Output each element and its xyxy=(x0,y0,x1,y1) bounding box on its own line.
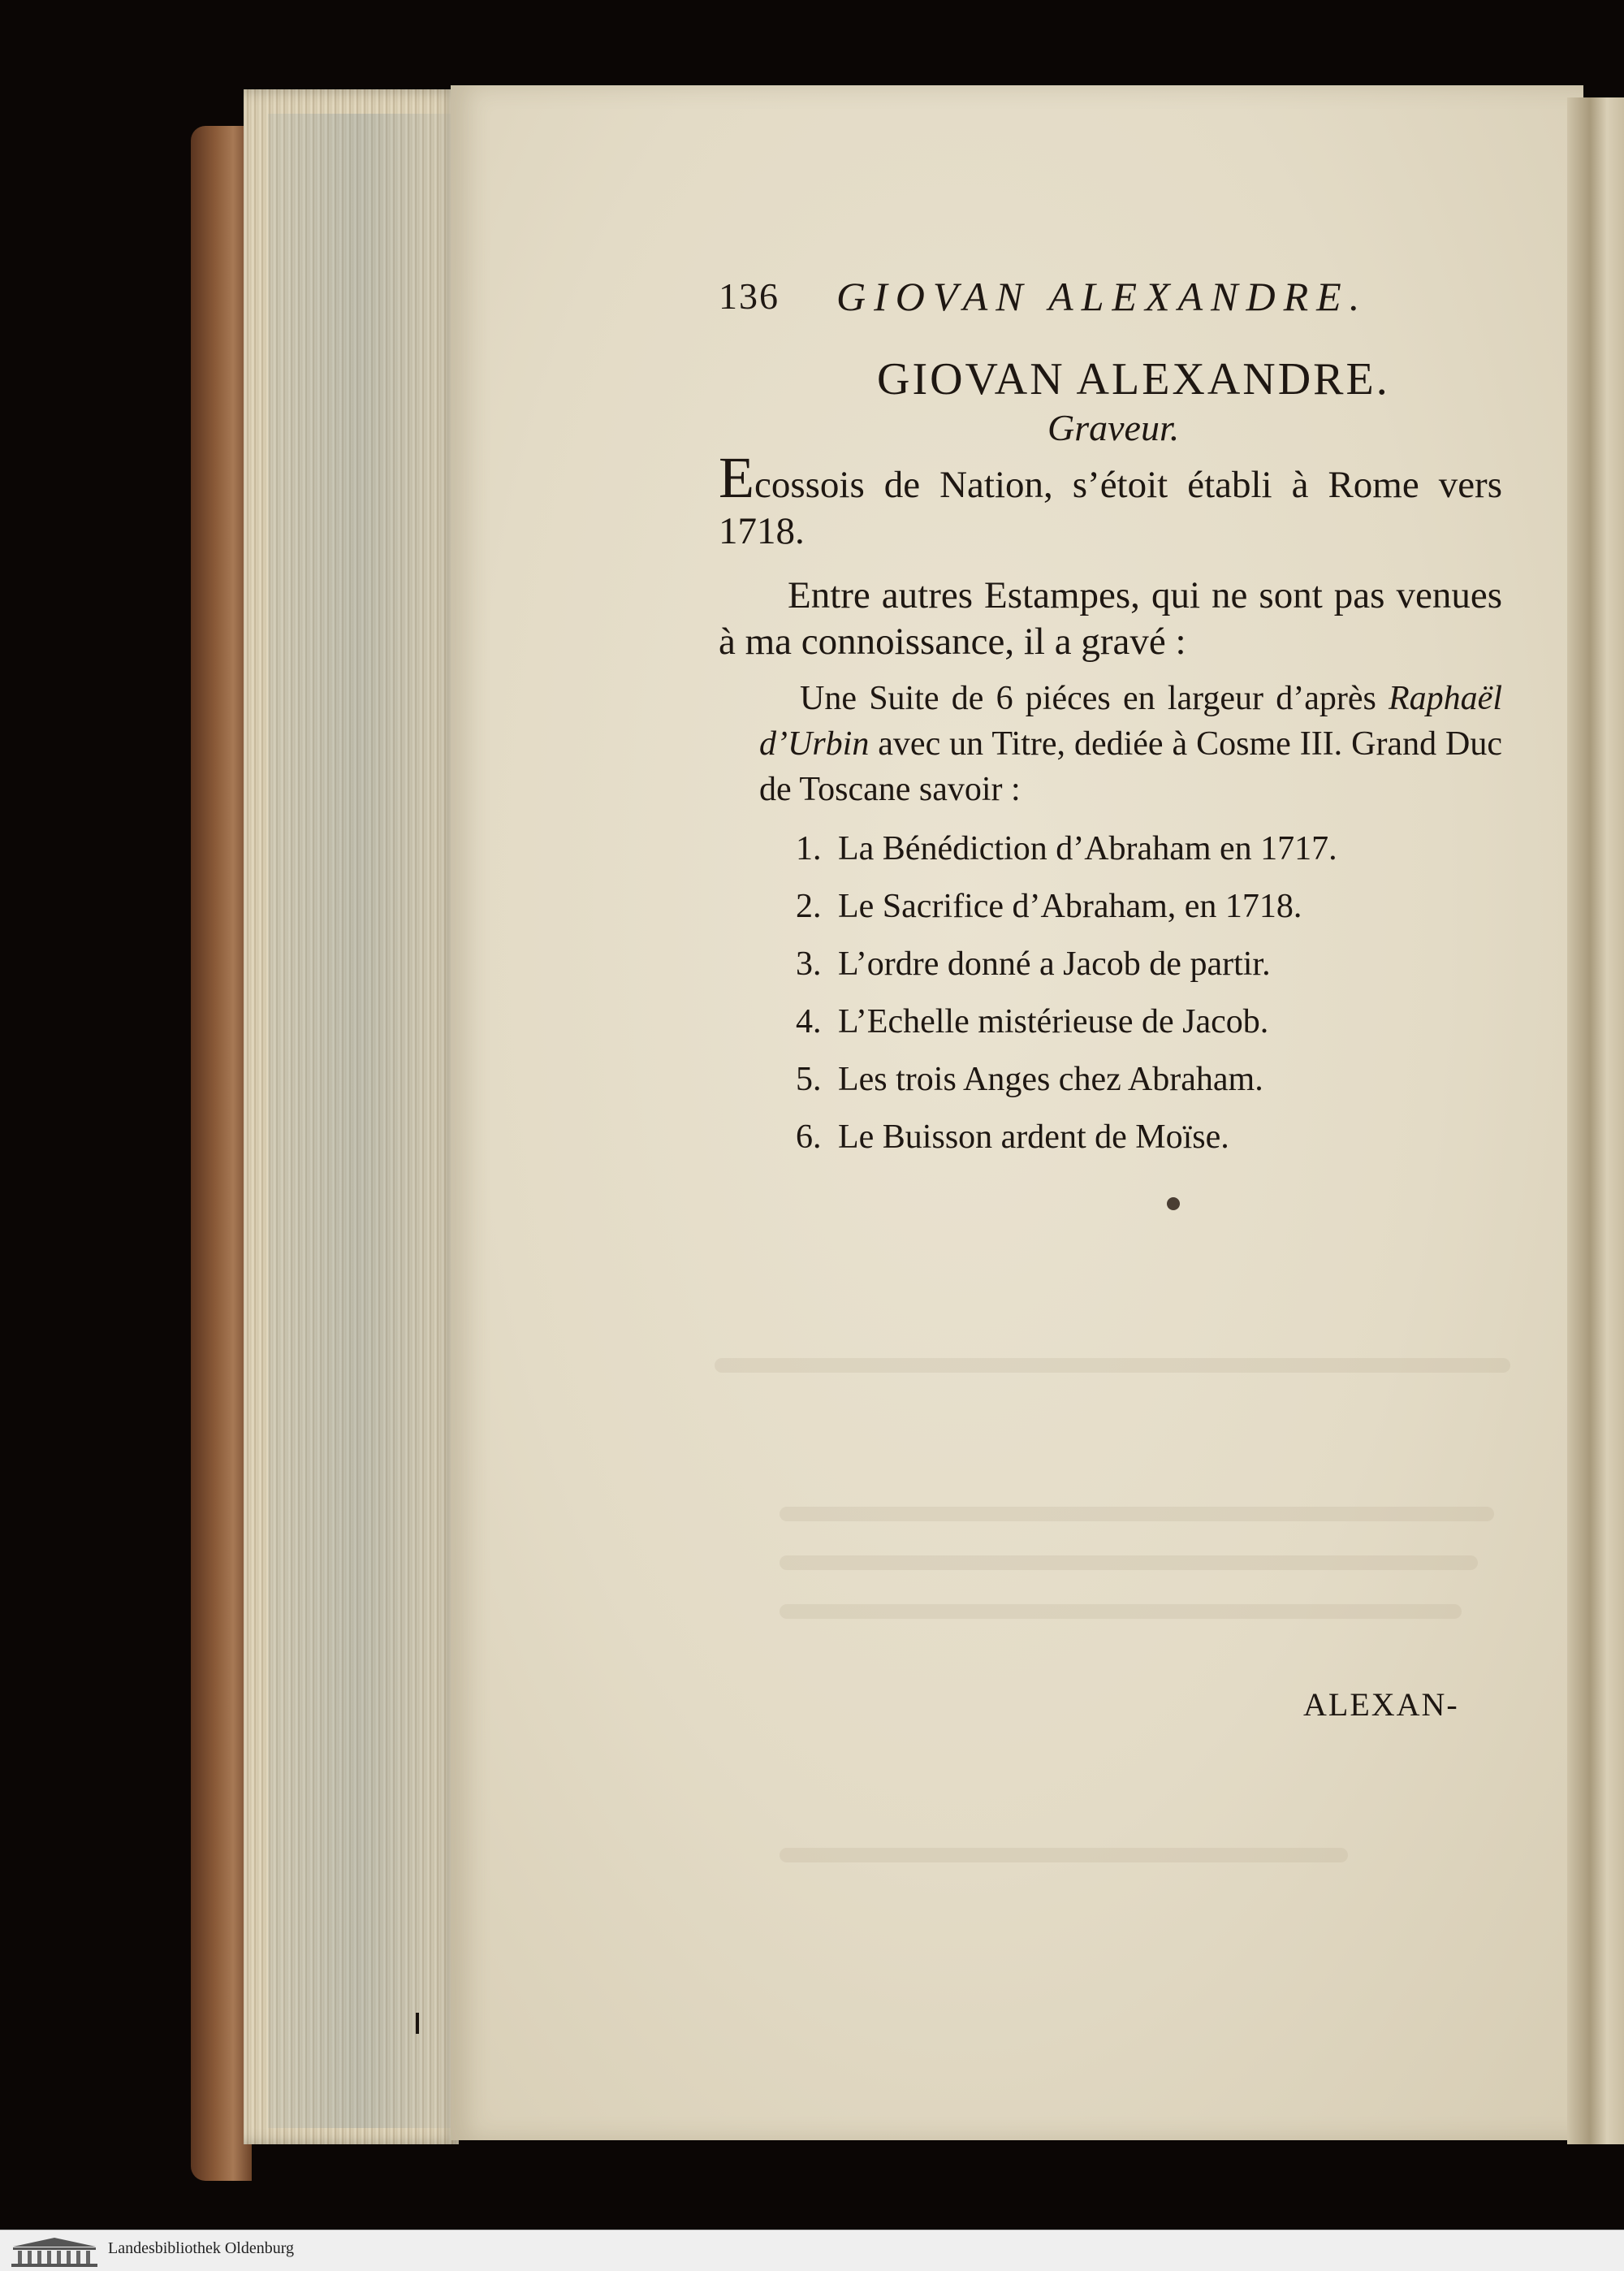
ornament-dot xyxy=(1167,1197,1180,1210)
library-building-icon xyxy=(10,2235,99,2268)
drop-cap: E xyxy=(719,445,754,510)
footer-bar xyxy=(0,2230,1624,2271)
article-title: GIOVAN ALEXANDRE. xyxy=(877,354,1390,404)
page-mark xyxy=(416,2013,419,2034)
item-number: 3. xyxy=(796,945,822,983)
paragraph-text: Une Suite de 6 piéces en largeur d’après xyxy=(800,680,1389,717)
paragraph-suite xyxy=(759,676,1502,812)
item-number: 2. xyxy=(796,888,822,925)
list-item xyxy=(796,1051,1462,1109)
paragraph-text: avec un Titre, dediée à Cosme III. Grand Duc de Toscane savoir : xyxy=(759,725,1502,808)
item-number: 6. xyxy=(796,1118,822,1156)
item-text: L’ordre donné a Jacob de partir. xyxy=(838,945,1271,983)
item-text: La Bénédiction d’Abraham en 1717. xyxy=(838,830,1337,867)
item-text: L’Echelle mistérieuse de Jacob. xyxy=(838,1003,1269,1040)
list-item xyxy=(796,820,1462,878)
paragraph-nationality xyxy=(719,445,1502,555)
page-number: 136 xyxy=(719,275,780,317)
list-item xyxy=(796,936,1462,993)
running-head xyxy=(719,268,1433,325)
catchword: ALEXAN- xyxy=(1303,1686,1459,1723)
plate-list xyxy=(796,820,1462,1166)
artist-name: Raphaël d’Urbin xyxy=(759,680,1502,763)
article-subtitle: Graveur. xyxy=(1047,407,1180,448)
list-item xyxy=(796,993,1462,1051)
item-text: Le Sacrifice d’Abraham, en 1718. xyxy=(838,888,1302,925)
list-item xyxy=(796,878,1462,936)
running-head-title: GIOVAN ALEXANDRE. xyxy=(836,274,1368,319)
paragraph-prints: Entre autres Estampes, qui ne sont pas venues à ma connoissance, il a gravé : xyxy=(719,574,1502,663)
paragraph-text: cossois de Nation, s’étoit établi à Rome vers 1718. xyxy=(719,464,1502,552)
item-text: Le Buisson ardent de Moïse. xyxy=(838,1118,1229,1156)
library-name: Landesbibliothek Oldenburg xyxy=(108,2239,295,2257)
item-text: Les trois Anges chez Abraham. xyxy=(838,1061,1263,1098)
item-number: 1. xyxy=(796,830,822,867)
item-number: 4. xyxy=(796,1003,822,1040)
item-number: 5. xyxy=(796,1061,822,1098)
list-item xyxy=(796,1109,1462,1166)
